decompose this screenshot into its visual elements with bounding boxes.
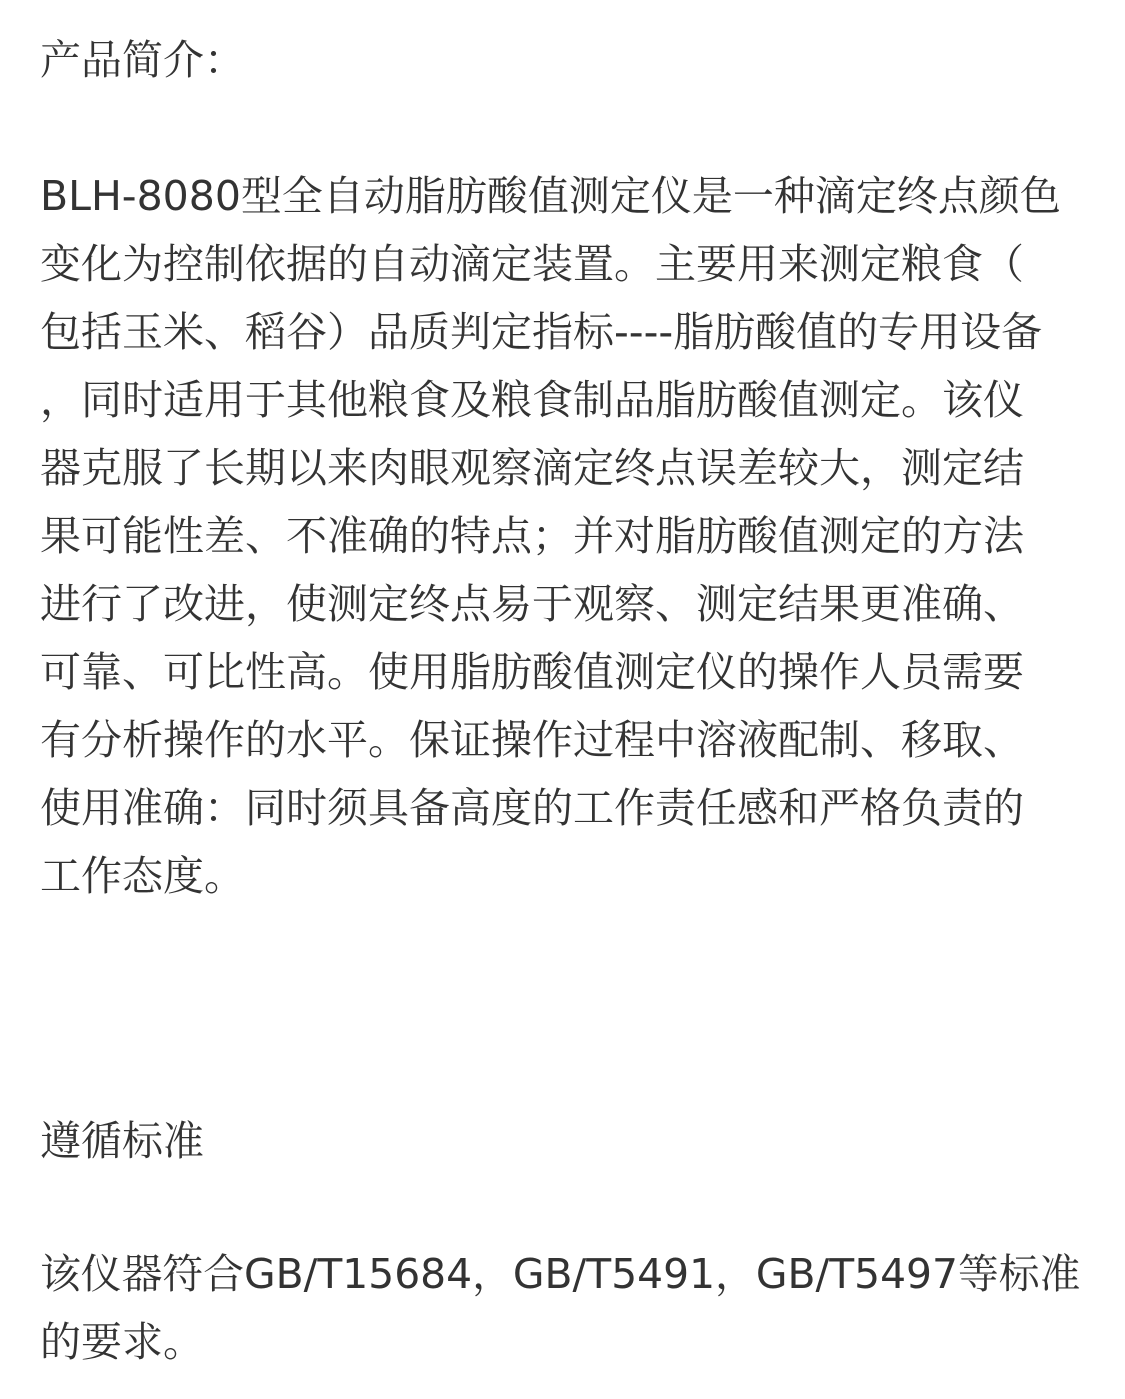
intro-line: 进行了改进，使测定终点易于观察、测定结果更准确、 <box>40 580 1024 628</box>
intro-line: 器克服了长期以来肉眼观察滴定终点误差较大，测定结 <box>40 444 1024 492</box>
intro-line: 果可能性差、不准确的特点；并对脂肪酸值测定的方法 <box>40 512 1024 560</box>
standards-line: 的要求。 <box>40 1318 204 1366</box>
intro-line: 有分析操作的水平。保证操作过程中溶液配制、移取、 <box>40 716 1024 764</box>
intro-line: 使用准确：同时须具备高度的工作责任感和严格负责的 <box>40 784 1024 832</box>
standards-heading: 遵循标准 <box>40 1117 204 1165</box>
intro-line: 可靠、可比性高。使用脂肪酸值测定仪的操作人员需要 <box>40 648 1024 696</box>
intro-line: 包括玉米、稻谷）品质判定指标----脂肪酸值的专用设备 <box>40 308 1043 356</box>
intro-line: 变化为控制依据的自动滴定装置。主要用来测定粮食（ <box>40 240 1024 288</box>
intro-line: 工作态度。 <box>40 852 245 900</box>
intro-heading: 产品简介： <box>40 36 245 84</box>
standards-line: 该仪器符合GB/T15684，GB/T5491，GB/T5497等标准 <box>40 1250 1081 1298</box>
intro-line: BLH-8080型全自动脂肪酸值测定仪是一种滴定终点颜色 <box>40 172 1061 220</box>
intro-line: ，同时适用于其他粮食及粮食制品脂肪酸值测定。该仪 <box>40 376 1024 424</box>
